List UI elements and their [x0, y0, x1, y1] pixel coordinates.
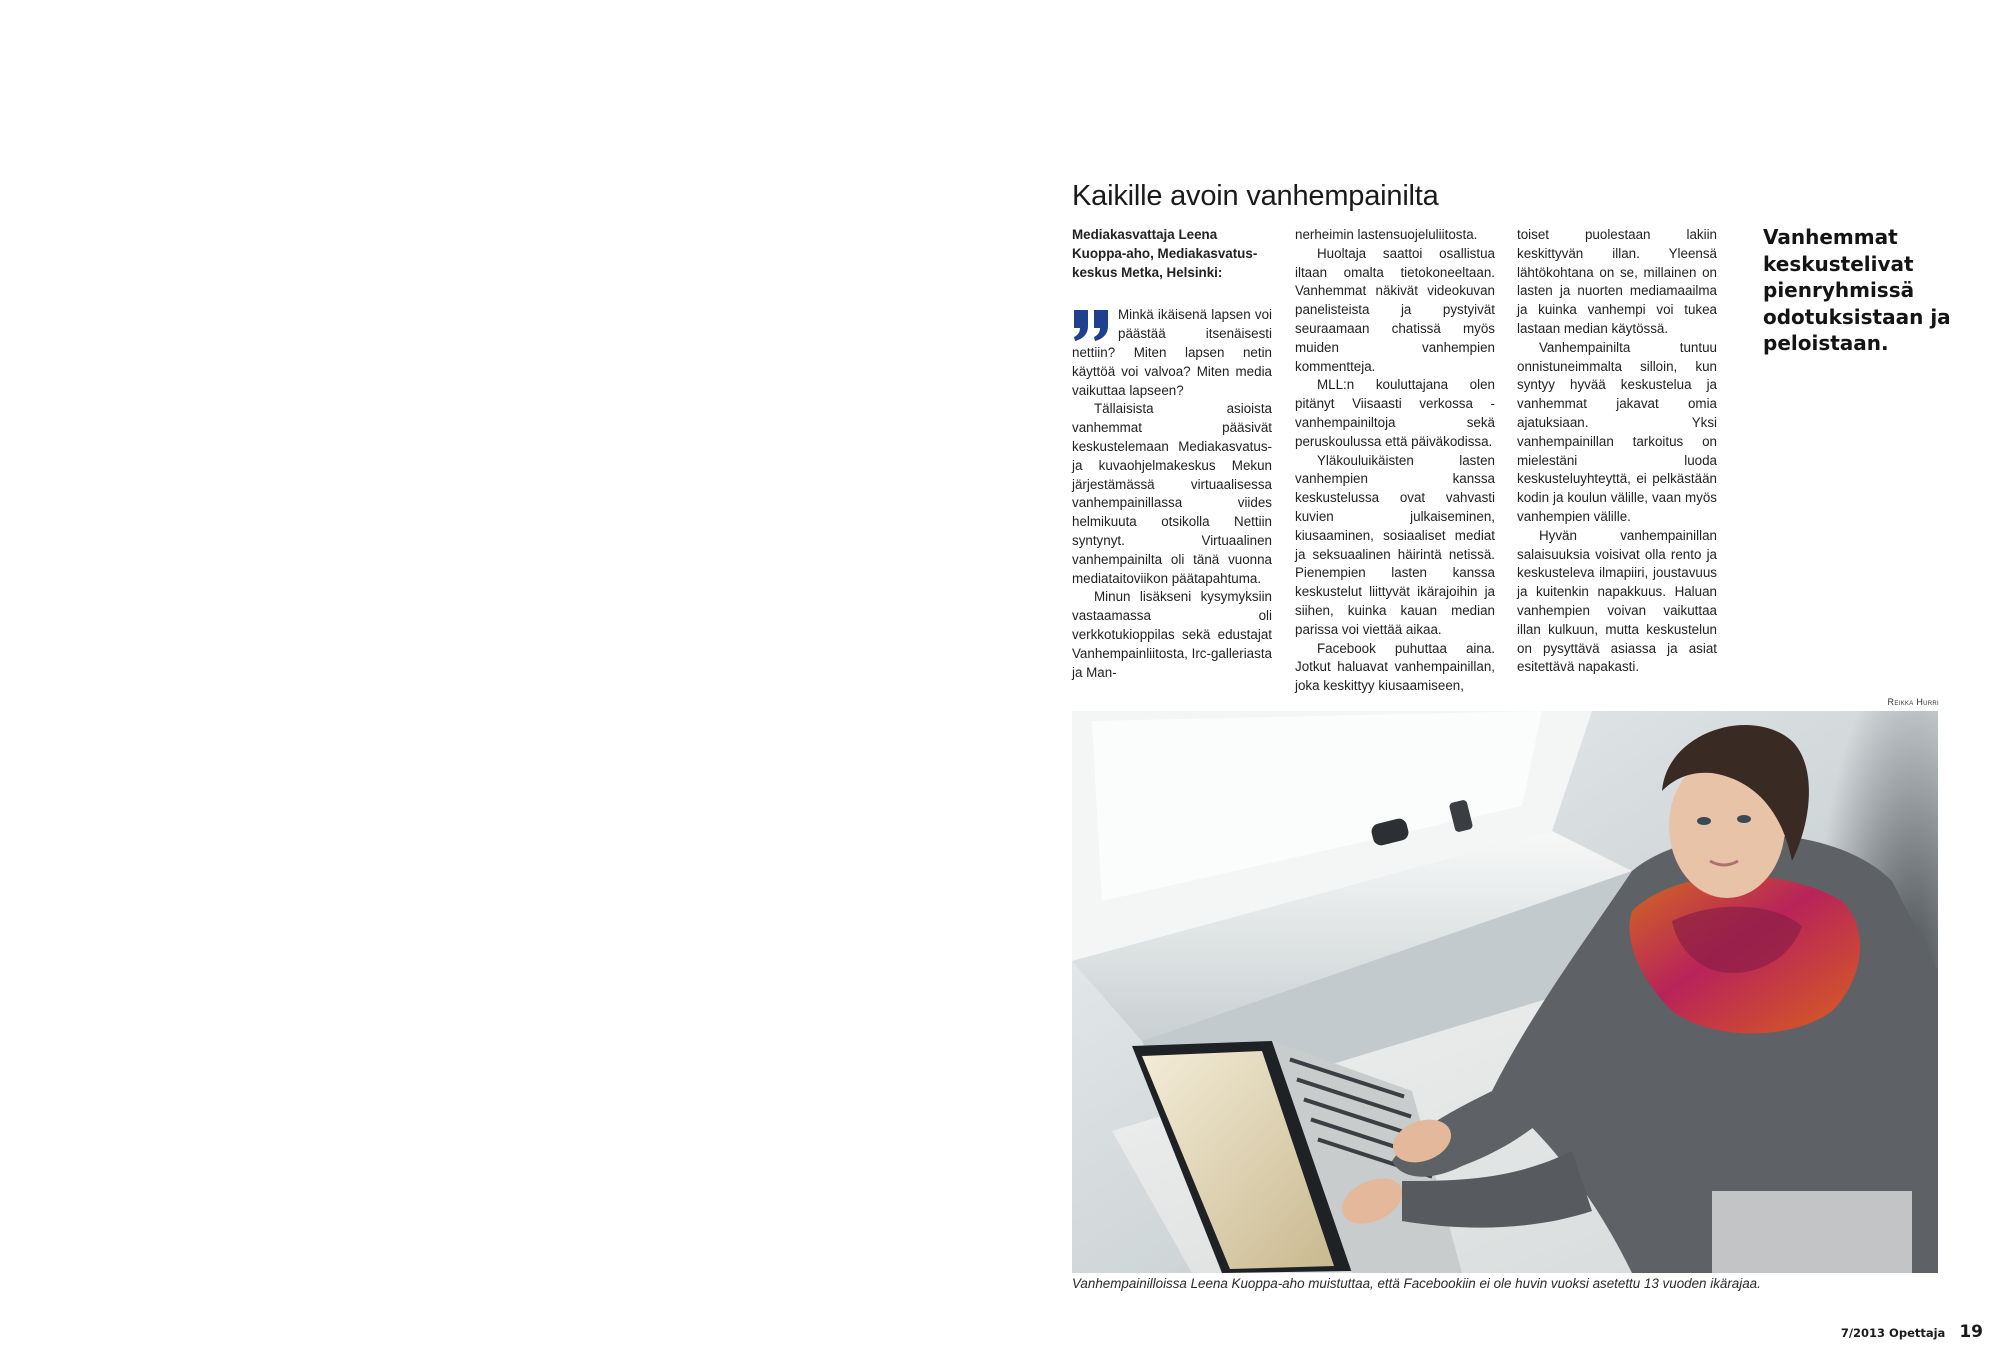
article-paragraph: MLL:n kouluttajana olen pitänyt Viisaasti verkossa -vanhempainiltoja sekä peruskoulussa että päiväkodissa. — [1295, 377, 1495, 449]
article-column-3 — [1517, 226, 1717, 677]
pull-quote: Vanhemmat keskustelivat pienryhmissä odotuksistaan ja peloistaan. — [1763, 225, 1951, 355]
quote-mark-icon — [1072, 308, 1112, 342]
article-paragraph: Minkä ikäisenä lapsen voi päästää itsenäisesti nettiin? Miten lapsen netin käyttöä voi valvoa? Miten media vaikuttaa lapseen? — [1072, 307, 1272, 398]
photo-credit: Reikka Hurri — [1887, 697, 1939, 707]
photo-illustration — [1072, 711, 1938, 1273]
page-footer — [1841, 1322, 1983, 1342]
page-number: 19 — [1959, 1322, 1983, 1342]
article-paragraph: nerheimin lastensuojeluliitosta. — [1295, 227, 1478, 242]
article-paragraph: Huoltaja saattoi osallistua iltaan omalta tietokoneeltaan. Vanhemmat näkivät videokuvan panelisteista ja pystyivät seuraamaan chatissä myös muiden vanhempien kommentteja. — [1295, 245, 1495, 374]
article-paragraph: Vanhempainilta tuntuu onnistuneimmalta silloin, kun syntyy hyvää keskustelua ja vanhemmat jakavat omia ajatuksiaan. Yksi vanhempainillan tarkoitus on mielestäni luoda keskusteluyhteyttä, ei pelkästään kodin ja koulun välille, vaan myös vanhempien välille. — [1517, 339, 1717, 524]
issue-label: 7/2013 Opettaja — [1840, 1326, 1946, 1340]
article-column-2 — [1295, 226, 1495, 696]
article-paragraph: Facebook puhuttaa aina. Jotkut haluavat vanhempainillan, joka keskittyy kiusaamiseen, — [1295, 640, 1495, 694]
article-column-1-text — [1072, 306, 1272, 682]
article-byline: Mediakasvattaja Leena Kuoppa-aho, Mediakasvatus-keskus Metka, Helsinki: — [1072, 227, 1258, 280]
article-paragraph: Hyvän vanhempainillan salaisuuksia voisivat olla rento ja keskusteleva ilmapiiri, joustavuus ja kuitenkin napakkuus. Haluan vanhempien voivan vaikuttaa illan kulkuun, mutta keskustelun on pysyttävä asiassa ja asiat esitettävä napakasti. — [1517, 527, 1717, 675]
article-paragraph: Minun lisäkseni kysymyksiin vastaamassa oli verkkotukioppilas sekä edustajat Vanhempainliitosta, Irc-galleriasta ja Man- — [1072, 589, 1272, 680]
article-headline: Kaikille avoin vanhempainilta — [1072, 180, 1439, 212]
article-paragraph: Tällaisista asioista vanhemmat pääsivät keskustelemaan Mediakasvatus- ja kuvaohjelmakeskus Mekun järjestämässä virtuaalisessa vanhempainillassa viides helmikuuta otsikolla Nettiin syntynyt. Virtuaalinen vanhempainilta oli tänä vuonna mediataitoviikon päätapahtuma. — [1072, 401, 1272, 586]
article-photo — [1072, 711, 1938, 1273]
article-column-1 — [1072, 226, 1272, 682]
article-paragraph: Yläkouluikäisten lasten vanhempien kanssa keskustelussa ovat vahvasti kuvien julkaiseminen, kiusaaminen, sosiaaliset mediat ja seksuaalinen häirintä netissä. Pienempien lasten kanssa keskustelut liittyvät ikärajoihin ja siihen, kuinka kauan median parissa voi viettää aikaa. — [1295, 452, 1495, 637]
photo-caption: Vanhempainilloissa Leena Kuoppa-aho muistuttaa, että Facebookiin ei ole huvin vuoksi asetettu 13 vuoden ikärajaa. — [1072, 1276, 1761, 1291]
article-paragraph: toiset puolestaan lakiin keskittyvän illan. Yleensä lähtökohtana on se, millainen on lasten ja nuorten mediamaailma ja kuinka vanhempi voi tukea lastaan median käytössä. — [1517, 227, 1717, 336]
